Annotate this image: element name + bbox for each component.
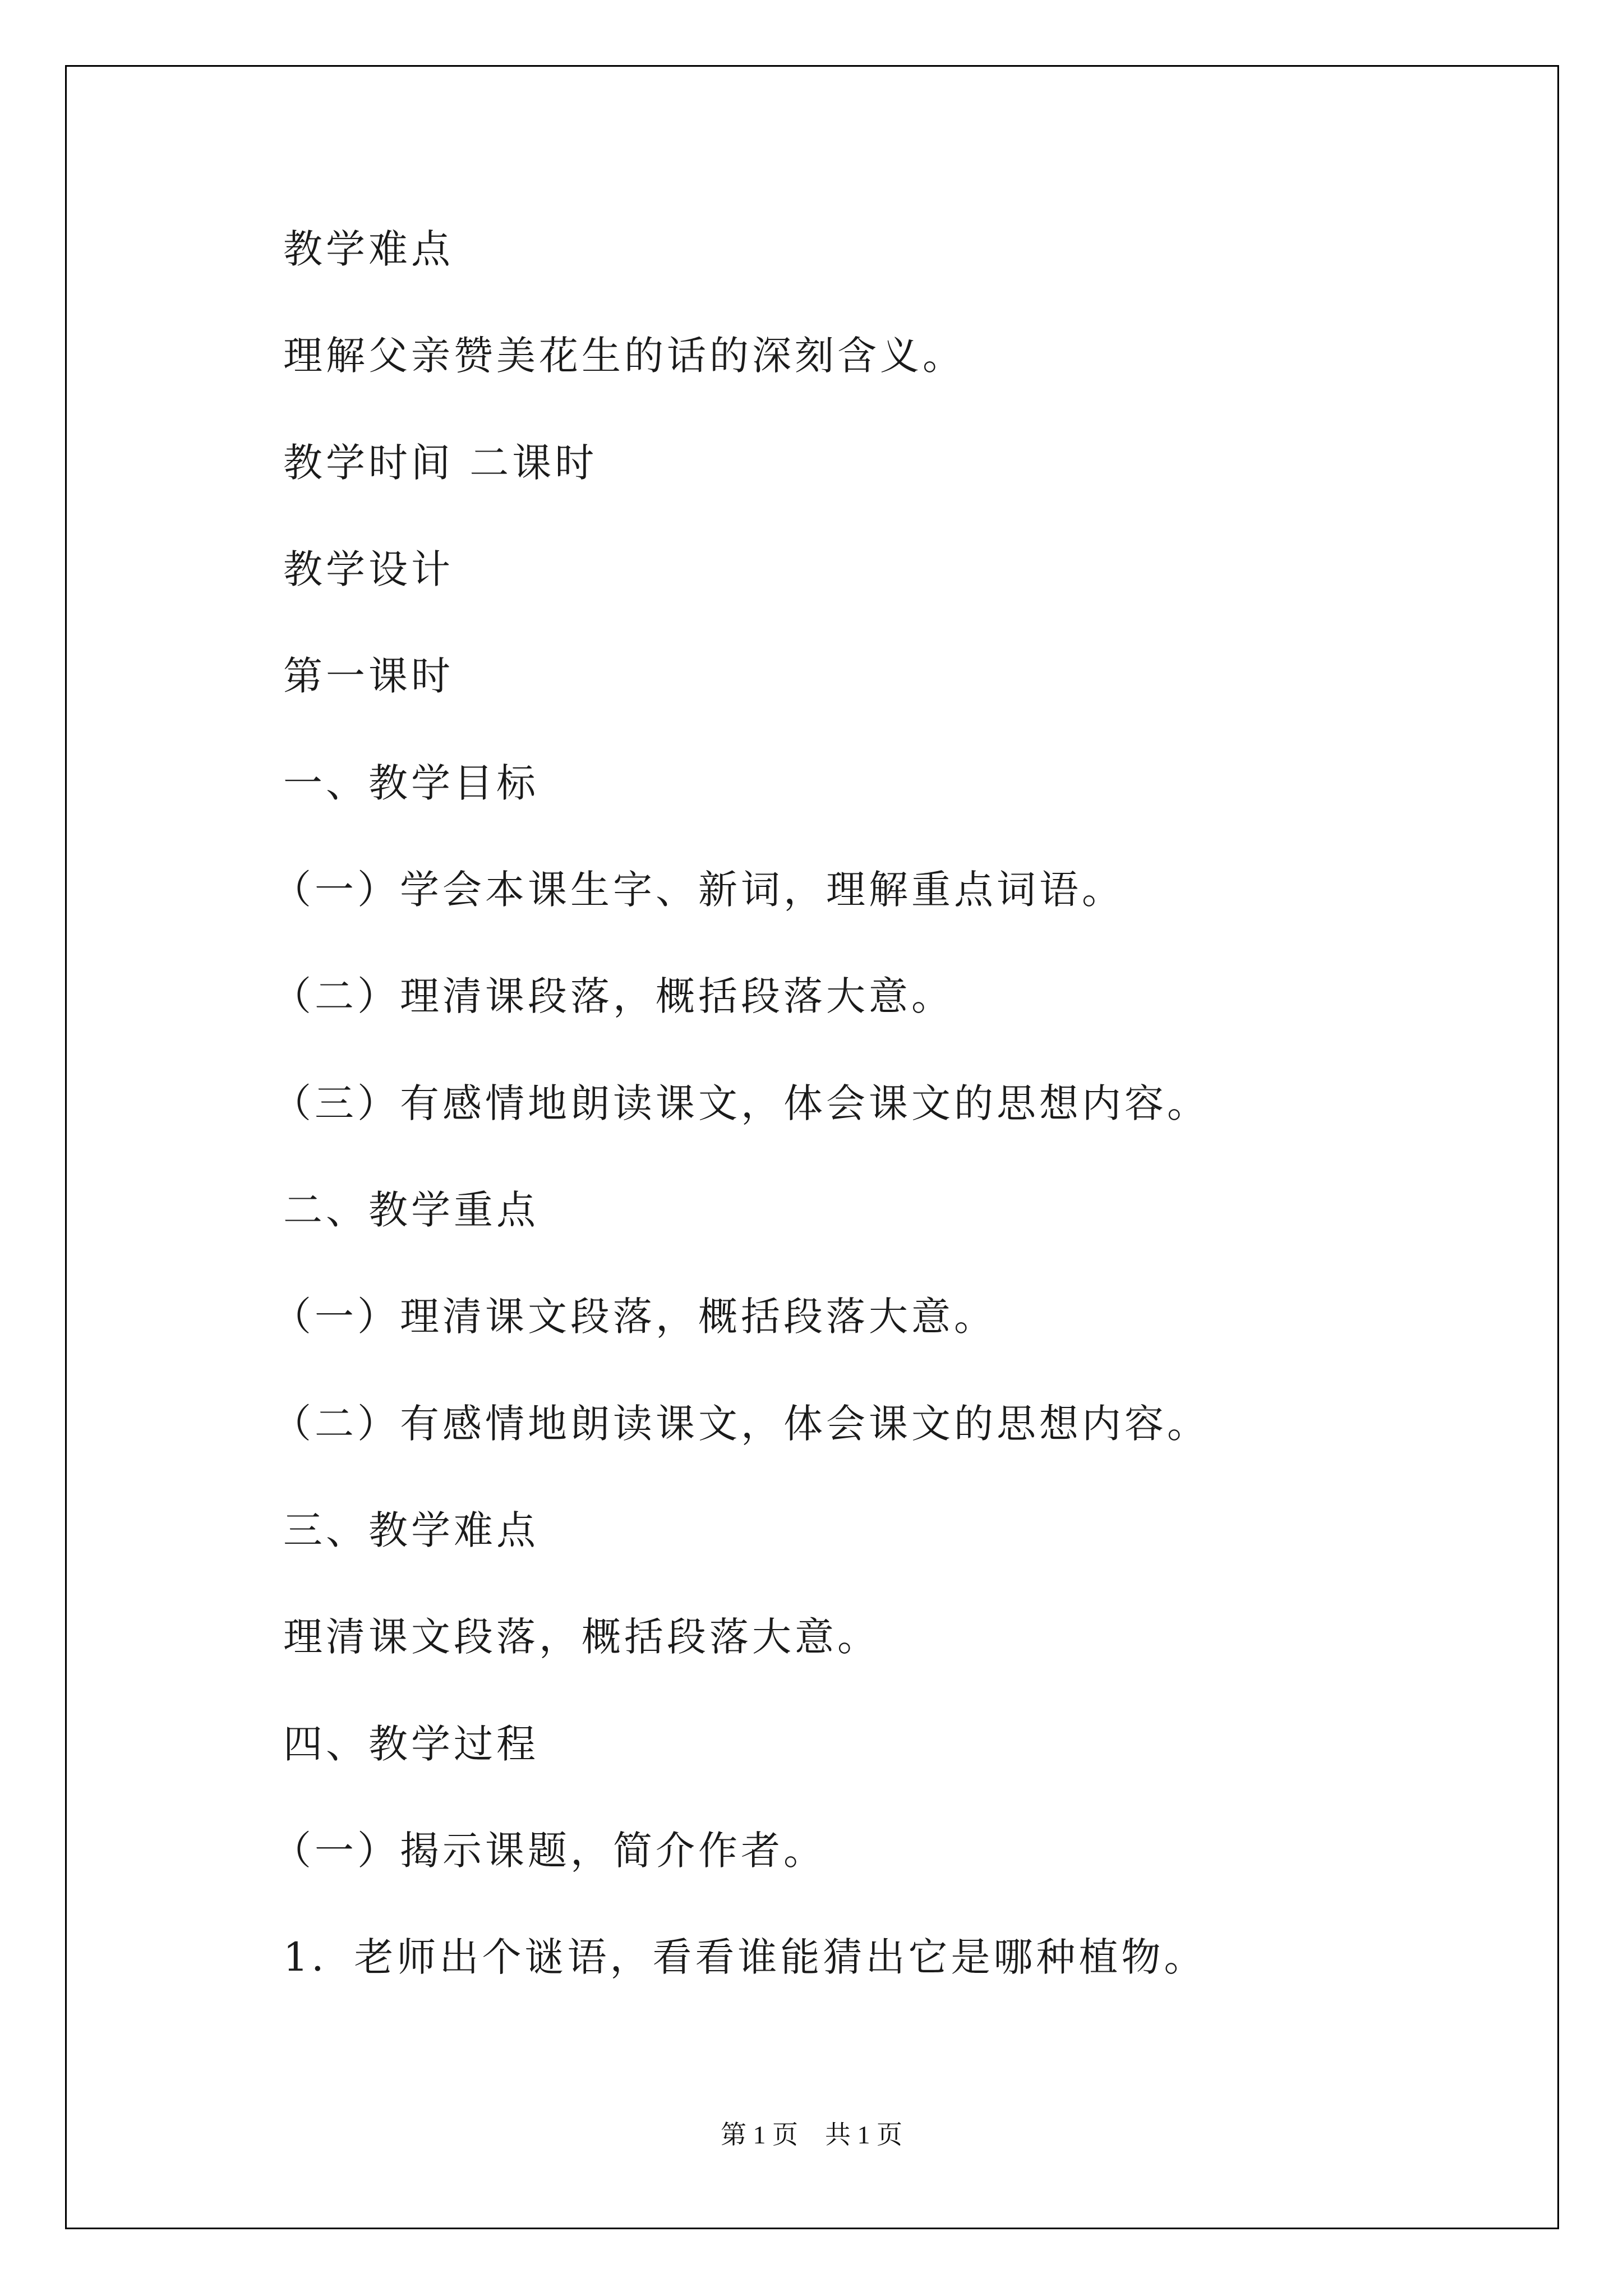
heading-teaching-difficulty-2: 三、教学难点	[283, 1507, 539, 1553]
page-number: 第 1 页	[721, 2120, 798, 2149]
list-item-focus-2: （二）有感情地朗读课文，体会课文的思想内容。	[272, 1401, 1210, 1447]
list-item-focus-1: （一）理清课文段落，概括段落大意。	[272, 1294, 997, 1340]
list-item-process-1: （一）揭示课题，简介作者。	[272, 1828, 826, 1874]
list-item-goal-3: （三）有感情地朗读课文，体会课文的思想内容。	[272, 1080, 1210, 1126]
page-border	[65, 65, 1559, 2229]
heading-teaching-process: 四、教学过程	[283, 1721, 539, 1767]
list-item-riddle: 1．老师出个谜语，看看谁能猜出它是哪种植物。	[283, 1934, 1207, 1980]
list-item-goal-2: （二）理清课段落，概括段落大意。	[272, 973, 954, 1019]
page-total: 共 1 页	[825, 2120, 902, 2149]
heading-teaching-design: 教学设计	[283, 546, 454, 592]
heading-teaching-difficulty: 教学难点	[283, 226, 454, 272]
paragraph-teaching-time: 教学时间 二课时	[283, 440, 598, 486]
page-footer	[0, 2119, 1623, 2151]
list-item-goal-1: （一）学会本课生字、新词，理解重点词语。	[272, 867, 1124, 913]
heading-teaching-goals: 一、教学目标	[283, 760, 539, 806]
paragraph-difficulty-2-detail: 理清课文段落，概括段落大意。	[283, 1614, 880, 1660]
heading-first-lesson: 第一课时	[283, 653, 454, 699]
paragraph-difficulty-detail: 理解父亲赞美花生的话的深刻含义。	[283, 333, 965, 379]
heading-teaching-focus: 二、教学重点	[283, 1187, 539, 1233]
